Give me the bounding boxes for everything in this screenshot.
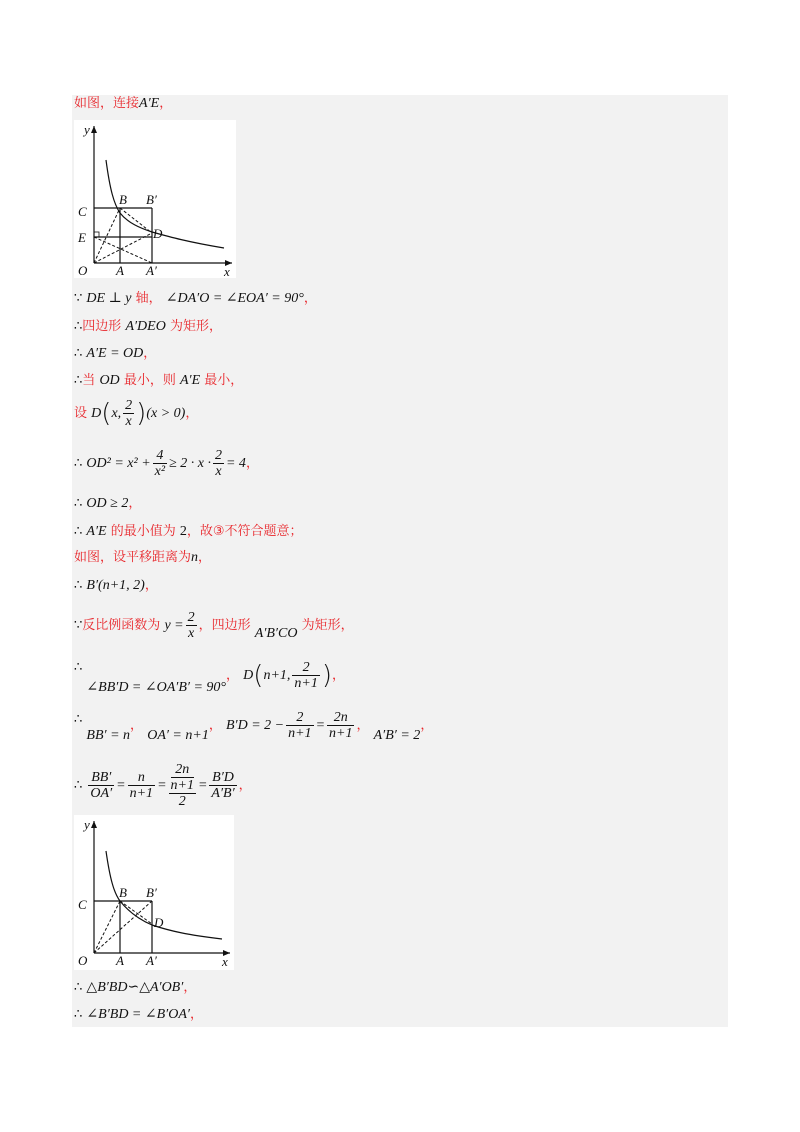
text: 最小，则 [123, 373, 176, 388]
fraction [209, 770, 236, 801]
math: ∠B′BD = ∠B′OA′ [86, 1007, 190, 1022]
therefore-symbol: ∴ [74, 778, 83, 793]
label-x: x [222, 954, 228, 969]
numerator: 2 [125, 398, 133, 413]
fraction [327, 710, 354, 741]
label-d: D [153, 226, 163, 241]
line-de-perp [74, 290, 317, 308]
fraction [292, 660, 319, 691]
math: DE ⊥ y [86, 291, 132, 306]
math: BB′ = n [86, 728, 131, 743]
inner-fraction [169, 762, 196, 794]
label-x: x [224, 264, 230, 278]
text: 反比例函数为 [82, 618, 161, 633]
label-c: C [78, 204, 87, 219]
text: ，四边形 [198, 618, 251, 633]
fraction [88, 770, 114, 801]
numerator: 2 [292, 660, 319, 676]
therefore-symbol: ∴ [74, 496, 83, 511]
fraction [153, 448, 167, 479]
line-translation [74, 549, 211, 567]
math: D [91, 406, 102, 421]
therefore-symbol: ∴ [74, 660, 83, 675]
line-od-ge-2 [74, 495, 141, 513]
label-e: E [78, 230, 86, 245]
line-equal-angles [74, 1006, 203, 1024]
therefore-symbol: ∴ [74, 980, 83, 995]
line-od-min [74, 372, 243, 390]
denominator: x² [154, 464, 166, 479]
fraction [186, 610, 197, 641]
label-b-prime: B′ [146, 885, 157, 900]
label-a: A [116, 953, 124, 968]
punct: ， [189, 1007, 203, 1022]
inner-denominator: n+1 [170, 778, 194, 793]
math: = [116, 778, 126, 793]
because-symbol: ∵ [74, 291, 83, 306]
punct: ， [238, 778, 252, 793]
punct: ， [303, 291, 317, 306]
math: = [315, 718, 326, 733]
because-symbol: ∵ [74, 618, 83, 633]
math: ∠DA′O = ∠EOA′ = 90° [165, 291, 304, 306]
math: A′DEO [125, 319, 166, 334]
math: OA′ = n+1 [147, 728, 209, 743]
math: = [157, 778, 167, 793]
line-connect-ae [74, 95, 172, 113]
text: 轴， [135, 291, 162, 306]
text: ，故③不符合题意； [186, 524, 303, 539]
denominator: x [188, 626, 195, 641]
dashed-bd [120, 901, 152, 924]
line-od-squared [74, 448, 259, 479]
label-a-prime: A′ [146, 263, 157, 278]
punct: ， [183, 980, 197, 995]
math: B′D = 2 − [225, 718, 285, 733]
punct: ， [185, 406, 199, 421]
math: x, [111, 406, 122, 421]
denominator: x [125, 414, 132, 429]
line-similar-triangles [74, 979, 196, 997]
label-c: C [78, 897, 87, 912]
figure-1-graph [74, 120, 236, 278]
math: A′E [179, 373, 201, 388]
line-ae-eq-od [74, 345, 156, 363]
fraction [128, 770, 155, 801]
therefore-symbol: ∴ [74, 578, 83, 593]
label-b: B [119, 192, 127, 207]
text: 为矩形， [169, 319, 222, 334]
punct: ， [130, 718, 144, 733]
punct: ， [208, 718, 222, 733]
denominator: n+1 [294, 676, 318, 691]
fraction [213, 448, 224, 479]
label-a-prime: A′ [146, 953, 157, 968]
math: D [243, 668, 254, 683]
numerator: BB′ [88, 770, 114, 786]
math: OD [99, 373, 120, 388]
therefore-symbol: ∴ [74, 456, 83, 471]
math: B′(n+1, 2) [86, 578, 145, 593]
math: y = [164, 618, 184, 633]
inner-numerator: 2n [171, 762, 194, 778]
punct: ， [144, 578, 158, 593]
line-set-d: 设 D(x, $\frac{2}{x}$ )(x > 0)， [74, 398, 199, 429]
line-min-value [74, 523, 303, 541]
y-axis-arrow [91, 126, 97, 133]
text: 当 [82, 373, 96, 388]
text: 最小， [204, 373, 244, 388]
line-ratios [74, 762, 252, 809]
dashed-bd [120, 208, 152, 233]
label-b: B [119, 885, 127, 900]
text: 的最小值为 [110, 524, 176, 539]
math: A′B′ = 2 [373, 728, 421, 743]
punct: ， [159, 96, 173, 111]
denominator: n+1 [288, 726, 312, 741]
text: 设 [74, 406, 88, 421]
math: = 4 [225, 456, 246, 471]
punct: ， [332, 668, 346, 683]
numerator: 2 [214, 448, 222, 463]
numerator: B′D [209, 770, 236, 786]
math: OD² = x² + [86, 456, 151, 471]
therefore-symbol: ∴ [74, 712, 83, 727]
math: (x > 0) [146, 406, 186, 421]
label-y: y [84, 122, 90, 137]
fraction [123, 398, 134, 429]
numerator: 2 [187, 610, 195, 625]
math: A′B′CO [254, 626, 298, 641]
dashed-ob [94, 208, 120, 263]
denominator: OA′ [90, 786, 113, 801]
punct: ， [245, 456, 259, 471]
math: A′E [139, 96, 160, 111]
denominator: 2 [178, 794, 186, 809]
math: △B′BD∽△A′OB′ [86, 980, 184, 995]
text: 如图，连接 [74, 96, 140, 111]
therefore-symbol: ∴ [74, 319, 83, 334]
math: ∠BB′D = ∠OA′B′ = 90° [86, 680, 226, 695]
line-rectangle-1 [74, 318, 222, 336]
numerator: n [128, 770, 155, 786]
math: A′E [86, 524, 107, 539]
dashed-ea2 [94, 237, 152, 263]
therefore-symbol: ∴ [74, 346, 83, 361]
line-lengths [74, 710, 433, 741]
line-inverse-function [74, 610, 354, 641]
therefore-symbol: ∴ [74, 373, 83, 388]
punct: ， [420, 718, 434, 733]
label-b-prime: B′ [146, 192, 157, 207]
math: n [191, 550, 199, 565]
punct: ， [226, 668, 240, 683]
numerator: 2n [327, 710, 354, 726]
therefore-symbol: ∴ [74, 524, 83, 539]
y-axis-arrow [91, 821, 97, 828]
punct: ， [356, 718, 370, 733]
text: 四边形 [82, 319, 122, 334]
denominator: x [215, 464, 222, 479]
punct: ， [198, 550, 212, 565]
math: ≥ 2 · x · [169, 456, 211, 471]
denominator: n+1 [129, 786, 154, 801]
right-angle-mark [94, 232, 99, 237]
line-b-prime [74, 577, 158, 595]
dashed-ob [94, 901, 120, 953]
therefore-symbol: ∴ [74, 1007, 83, 1022]
dashed-ob2 [94, 901, 152, 953]
numerator: 2 [286, 710, 313, 726]
figure-2-graph [74, 815, 234, 970]
denominator: A′B′ [211, 786, 235, 801]
math: A′E = OD [86, 346, 144, 361]
compound-fraction [169, 762, 196, 809]
label-a: A [116, 263, 124, 278]
line-angles: ∴ ∠BB′D = ∠OA′B′ = 90°， D(n+1, $\frac{2}{n+1}$ )， [74, 660, 346, 695]
math: n+1, [263, 668, 291, 683]
punct: ， [143, 346, 157, 361]
fraction [286, 710, 313, 741]
label-o: O [78, 263, 88, 278]
math: OD ≥ 2 [86, 496, 129, 511]
math: = [197, 778, 208, 793]
label-d: D [154, 915, 164, 930]
numerator: 4 [153, 448, 167, 464]
text: 为矩形， [301, 618, 354, 633]
denominator: n+1 [329, 726, 353, 741]
label-o: O [78, 953, 88, 968]
text: 如图，设平移距离为 [74, 550, 192, 565]
math: 2 [179, 524, 187, 539]
label-y: y [84, 817, 90, 832]
punct: ， [128, 496, 142, 511]
